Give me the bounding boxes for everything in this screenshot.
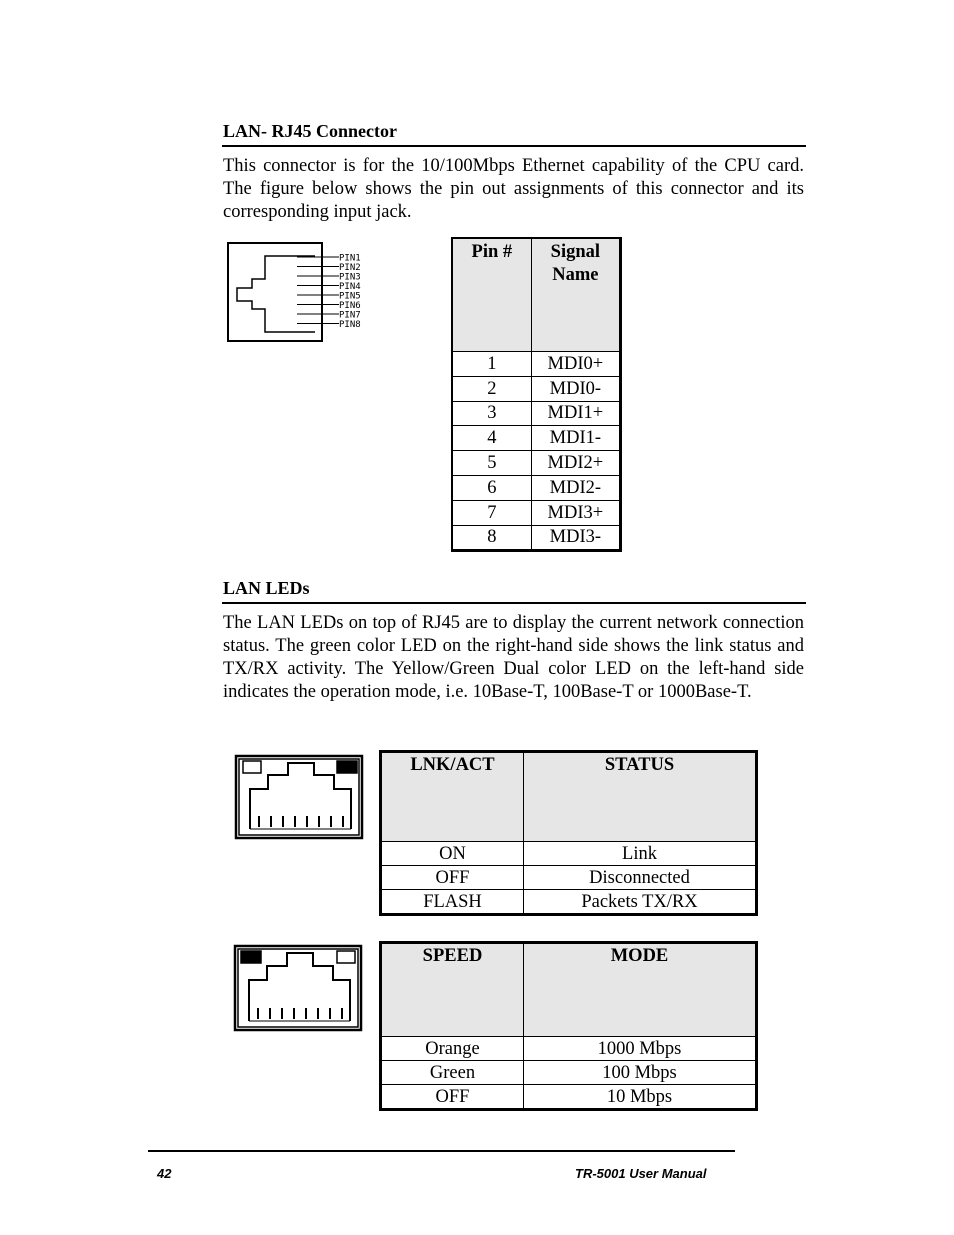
table-row [381,842,757,866]
speed-mode-table [379,941,758,1111]
table-row [452,401,621,426]
section-paragraph-rj45: This connector is for the 10/100Mbps Ethernet capability of the CPU card. The figure below shows the pin out assignments of this connector and its corresponding input jack. [223,156,804,222]
signal-name-cell: MDI0- [531,376,620,401]
signal-name-cell: MDI3- [531,525,620,551]
pin-header: Pin # [452,238,531,352]
mode-cell: 100 Mbps [524,1061,757,1085]
pin-label: PIN4 [339,282,361,292]
signal-name-cell: MDI2- [531,475,620,500]
status-cell: Link [524,842,757,866]
table-row [381,1085,757,1110]
pin-label: PIN2 [339,263,361,273]
pin-label: PIN3 [339,272,361,283]
pin-number-cell: 1 [452,352,531,377]
pin-number-cell: 4 [452,426,531,451]
lnk-act-table [379,750,758,916]
mode-cell: 10 Mbps [524,1085,757,1110]
pin-number-cell: 8 [452,525,531,551]
speed-cell: Orange [381,1037,524,1061]
section-paragraph-lan-leds: The LAN LEDs on top of RJ45 are to display the current network connection status. The green color LED on the right-hand side shows the link status and TX/RX activity. The Yellow/Green Dual color LED on the left-hand side indicates the operation mode, i.e. 10Base-T, 100Base-T or 1000Base-T. [223,613,804,702]
rj45-led-diagram-speed [233,944,364,1032]
pin-number-cell: 2 [452,376,531,401]
signal-name-cell: MDI2+ [531,451,620,476]
table-row [381,890,757,915]
pin-label: PIN6 [339,301,361,311]
table-row [452,500,621,525]
lnk-act-cell: FLASH [381,890,524,915]
speed-cell: Green [381,1061,524,1085]
section-rule [222,602,806,604]
rj45-led-speed-icon [233,944,364,1032]
pin-number-cell: 7 [452,500,531,525]
speed-header: SPEED [381,943,524,1037]
pin-assignment-table [451,237,622,552]
page-number: 42 [157,1166,172,1181]
led-right-off [337,951,355,963]
table-row [381,1037,757,1061]
table-row [452,426,621,451]
led-right-on [337,761,357,773]
lnk-act-header: LNK/ACT [381,752,524,842]
table-row [452,525,621,551]
status-cell: Packets TX/RX [524,890,757,915]
led-left-on [241,951,261,963]
pin-number-cell: 6 [452,475,531,500]
table-row [381,1061,757,1085]
section-rule [222,145,806,147]
mode-header: MODE [524,943,757,1037]
led-left-off [243,761,261,773]
signal-name-cell: MDI0+ [531,352,620,377]
signal-name-cell: MDI1- [531,426,620,451]
footer-rule [148,1150,735,1152]
pin-number-cell: 3 [452,401,531,426]
section-title-rj45: LAN- RJ45 Connector [223,121,397,141]
pin-label: PIN7 [339,310,361,321]
pin-label: PIN1 [339,253,361,264]
signal-name-cell: MDI1+ [531,401,620,426]
status-cell: Disconnected [524,866,757,890]
mode-cell: 1000 Mbps [524,1037,757,1061]
rj45-jack-icon [225,242,365,346]
pin-number-cell: 5 [452,451,531,476]
lnk-act-cell: OFF [381,866,524,890]
section-title-lan-leds: LAN LEDs [223,578,310,598]
rj45-led-link-icon [234,754,365,840]
table-row [452,376,621,401]
pin-label: PIN8 [339,320,361,330]
rj45-led-diagram-link [234,754,365,840]
pin-label: PIN5 [339,291,361,302]
signal-name-cell: MDI3+ [531,500,620,525]
lnk-act-cell: ON [381,842,524,866]
signal-name-header: Signal Name [531,238,620,352]
table-row [452,475,621,500]
status-header: STATUS [524,752,757,842]
table-row [452,352,621,377]
speed-cell: OFF [381,1085,524,1110]
manual-title: TR-5001 User Manual [575,1166,707,1181]
table-row [381,866,757,890]
rj45-pinout-diagram [225,242,365,346]
table-row [452,451,621,476]
